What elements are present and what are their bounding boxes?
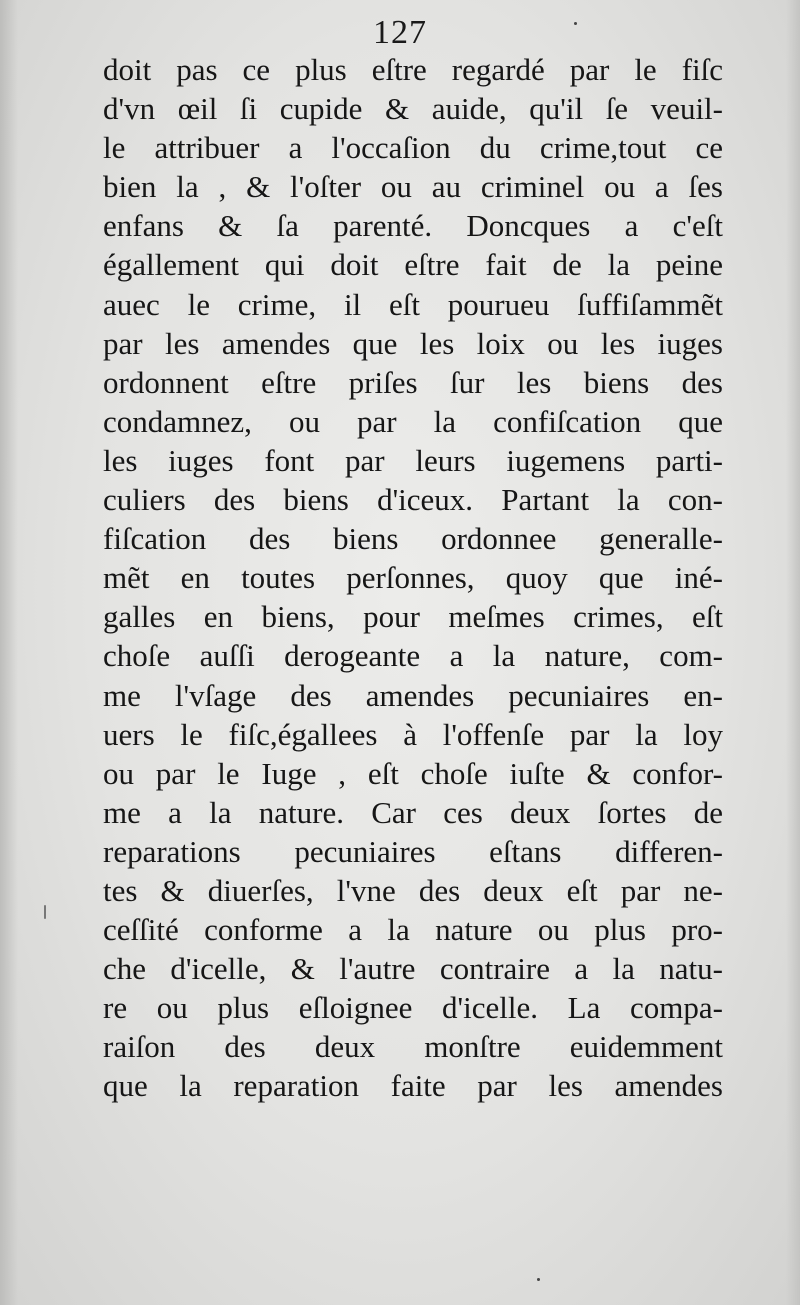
text-line: d'vn œil ſi cupide & auide, qu'il ſe veuil- — [103, 91, 723, 127]
ink-speck — [537, 1278, 540, 1281]
page-edge-right — [786, 0, 800, 1305]
text-line: que la reparation faite par les amendes — [103, 1068, 723, 1104]
text-line: mẽt en toutes perſonnes, quoy que iné- — [103, 560, 723, 596]
text-line: par les amendes que les loix ou les iuges — [103, 325, 723, 361]
text-line: ou par le Iuge , eſt choſe iuſte & confor- — [103, 755, 723, 791]
text-line: le attribuer a l'occaſion du crime,tout ce — [103, 130, 723, 166]
ink-speck — [574, 22, 577, 25]
page-number: 127 — [373, 14, 427, 51]
text-line: auec le crime, il eſt pourueu ſuffiſammẽt — [103, 286, 723, 322]
text-line: culiers des biens d'iceux. Partant la con- — [103, 482, 723, 518]
text-line: tes & diuerſes, l'vne des deux eſt par ne- — [103, 872, 723, 908]
text-line: me a la nature. Car ces deux ſortes de — [103, 794, 723, 830]
text-line: choſe auſſi derogeante a la nature, com- — [103, 638, 723, 674]
text-line: uers le fiſc,égallees à l'offenſe par la loy — [103, 716, 723, 752]
body-text — [103, 50, 723, 1106]
text-line: bien la , & l'oſter ou au criminel ou a ſes — [103, 169, 723, 205]
text-line: che d'icelle, & l'autre contraire a la natu- — [103, 951, 723, 987]
text-line: raiſon des deux monſtre euidemment — [103, 1029, 723, 1065]
text-line: condamnez, ou par la confiſcation que — [103, 403, 723, 439]
text-line: re ou plus eſloignee d'icelle. La compa- — [103, 990, 723, 1026]
text-line: égallement qui doit eſtre fait de la peine — [103, 247, 723, 283]
text-line: reparations pecuniaires eſtans differen- — [103, 833, 723, 869]
text-line: les iuges font par leurs iugemens parti- — [103, 442, 723, 478]
ink-mark — [44, 905, 46, 919]
page-edge-left — [0, 0, 18, 1305]
text-line: fiſcation des biens ordonnee generalle- — [103, 521, 723, 557]
text-line: galles en biens, pour meſmes crimes, eſt — [103, 599, 723, 635]
text-line: ceſſité conforme a la nature ou plus pro- — [103, 912, 723, 948]
text-line: ordonnent eſtre priſes ſur les biens des — [103, 364, 723, 400]
text-line: doit pas ce plus eſtre regardé par le fiſc — [103, 52, 723, 87]
text-line: enfans & ſa parenté. Doncques a c'eſt — [103, 208, 723, 244]
text-line: me l'vſage des amendes pecuniaires en- — [103, 677, 723, 713]
